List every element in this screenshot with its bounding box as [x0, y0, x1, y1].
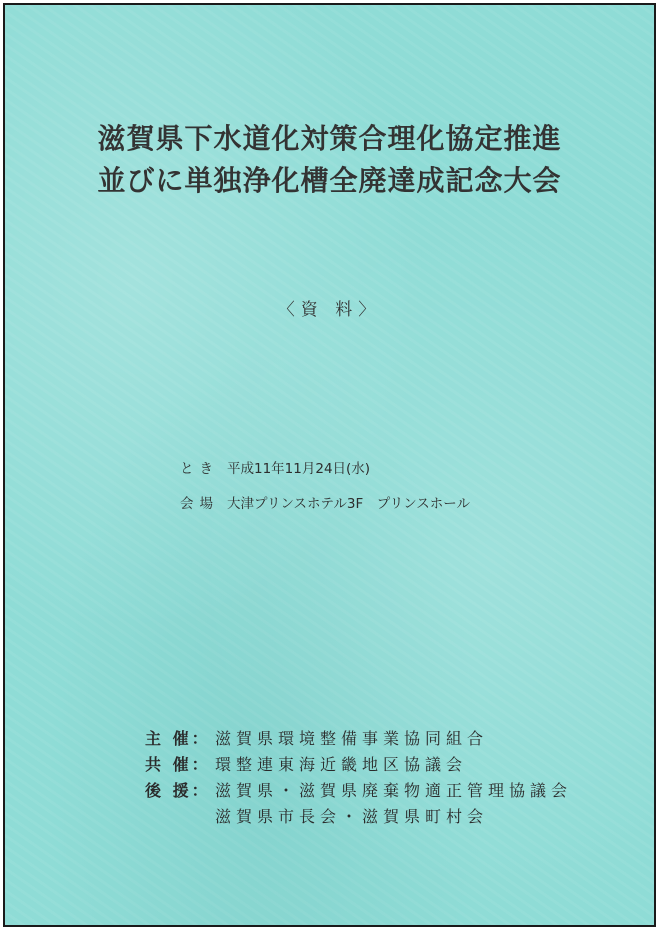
- document-title: [5, 118, 654, 202]
- host-row: [145, 726, 572, 752]
- support-row-2: [145, 804, 572, 830]
- support-label: 後 援：: [145, 781, 211, 800]
- title-line-1: 滋賀県下水道化対策合理化協定推進: [97, 122, 562, 155]
- support-label-spacer: [145, 804, 215, 830]
- venue-value: 大津プリンスホテル3F プリンスホール: [227, 496, 471, 512]
- title-line-2: 並びに単独浄化槽全廃達成記念大会: [97, 164, 562, 197]
- event-venue: [180, 492, 470, 512]
- support-value-1: 滋賀県・滋賀県廃棄物適正管理協議会: [215, 781, 573, 800]
- cohost-value: 環整連東海近畿地区協議会: [215, 755, 468, 774]
- support-value-2: 滋賀県市長会・滋賀県町村会: [215, 807, 489, 826]
- cohost-label: 共 催：: [145, 755, 211, 774]
- document-cover: [3, 3, 656, 927]
- event-date: [180, 457, 370, 477]
- venue-label: 会場: [180, 496, 219, 512]
- date-value: 平成11年11月24日(水): [227, 461, 371, 477]
- support-row: [145, 778, 572, 804]
- document-subtitle: 〈資 料〉: [277, 300, 382, 320]
- date-label: とき: [180, 461, 219, 477]
- organizers-block: [145, 726, 572, 830]
- host-label: 主 催：: [145, 729, 211, 748]
- cohost-row: [145, 752, 572, 778]
- host-value: 滋賀県環境整備事業協同組合: [215, 729, 489, 748]
